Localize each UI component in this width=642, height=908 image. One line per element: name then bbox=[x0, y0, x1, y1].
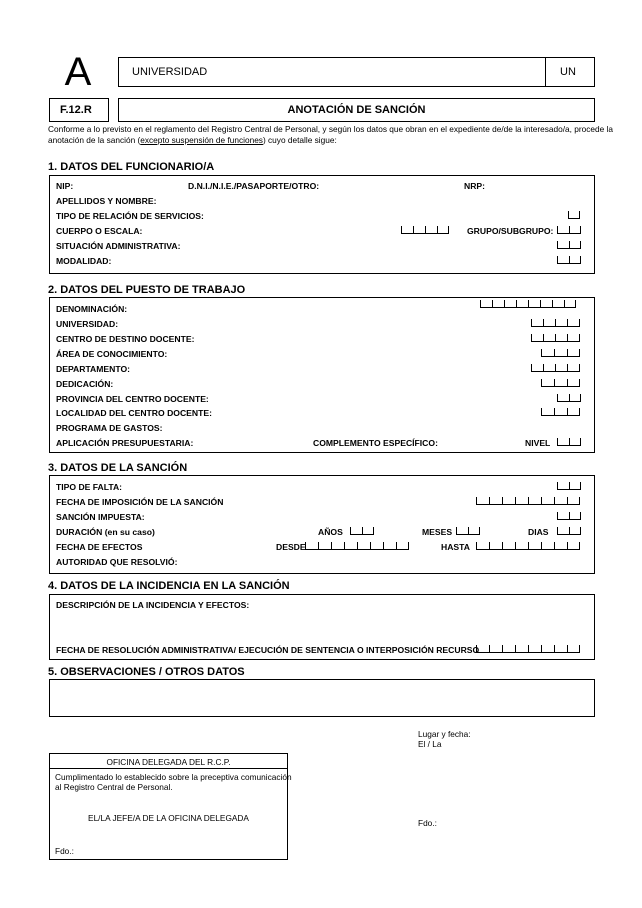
departamento-label: DEPARTAMENTO: bbox=[56, 364, 130, 374]
modalidad-field[interactable] bbox=[557, 256, 581, 264]
hasta-field[interactable] bbox=[476, 542, 580, 550]
anos-label: AÑOS bbox=[318, 527, 343, 537]
section-1-title: 1. DATOS DEL FUNCIONARIO/A bbox=[48, 161, 215, 173]
hasta-label: HASTA bbox=[441, 542, 470, 552]
anos-field[interactable] bbox=[350, 527, 374, 535]
area-label: ÁREA DE CONOCIMIENTO: bbox=[56, 349, 168, 359]
observaciones-box[interactable] bbox=[49, 679, 595, 717]
sancion-field[interactable] bbox=[557, 512, 581, 520]
el-la-label: El / La bbox=[418, 739, 442, 749]
meses-field[interactable] bbox=[456, 527, 480, 535]
autoridad-label: AUTORIDAD QUE RESOLVIÓ: bbox=[56, 557, 178, 567]
nivel-label: NIVEL bbox=[525, 438, 551, 448]
nivel-field[interactable] bbox=[557, 438, 581, 446]
cumplimentado-line-2: al Registro Central de Personal. bbox=[55, 782, 173, 792]
duracion-label: DURACIÓN (en su caso) bbox=[56, 527, 155, 537]
localidad-field[interactable] bbox=[541, 408, 580, 416]
denominacion-label: DENOMINACIÓN: bbox=[56, 304, 128, 314]
oficina-title-divider bbox=[49, 768, 288, 769]
oficina-title: OFICINA DELEGADA DEL R.C.P. bbox=[106, 757, 231, 767]
universidad-field[interactable] bbox=[531, 319, 580, 327]
tipo-relacion-label: TIPO DE RELACIÓN DE SERVICIOS: bbox=[56, 211, 204, 221]
departamento-field[interactable] bbox=[531, 364, 580, 372]
modalidad-label: MODALIDAD: bbox=[56, 256, 112, 266]
fecha-imposicion-label: FECHA DE IMPOSICIÓN DE LA SANCIÓN bbox=[56, 497, 224, 507]
provincia-field[interactable] bbox=[557, 394, 581, 402]
denominacion-field[interactable] bbox=[480, 300, 576, 308]
dias-field[interactable] bbox=[557, 527, 581, 535]
sancion-label: SANCIÓN IMPUESTA: bbox=[56, 512, 145, 522]
grupo-field[interactable] bbox=[557, 226, 581, 234]
fdo-left-label: Fdo.: bbox=[55, 846, 74, 856]
institution-type: UNIVERSIDAD bbox=[132, 66, 208, 78]
form-letter: A bbox=[64, 50, 92, 94]
cuerpo-field[interactable] bbox=[401, 226, 449, 234]
institution-code: UN bbox=[560, 66, 576, 78]
complemento-label: COMPLEMENTO ESPECÍFICO: bbox=[313, 438, 438, 448]
section-3-title: 3. DATOS DE LA SANCIÓN bbox=[48, 462, 188, 474]
dedicacion-label: DEDICACIÓN: bbox=[56, 379, 114, 389]
programa-label: PROGRAMA DE GASTOS: bbox=[56, 423, 163, 433]
meses-label: MESES bbox=[422, 527, 453, 537]
tipo-falta-field[interactable] bbox=[557, 482, 581, 490]
situacion-label: SITUACIÓN ADMINISTRATIVA: bbox=[56, 241, 181, 251]
dni-label: D.N.I./N.I.E./PASAPORTE/OTRO: bbox=[188, 181, 320, 191]
cumplimentado-line-1: Cumplimentado lo establecido sobre la preceptiva comunicación bbox=[55, 772, 292, 782]
section-1-box bbox=[49, 175, 595, 274]
localidad-label: LOCALIDAD DEL CENTRO DOCENTE: bbox=[56, 408, 212, 418]
form-title: ANOTACIÓN DE SANCIÓN bbox=[287, 104, 426, 116]
intro-line-1: Conforme a lo previsto en el reglamento del Registro Central de Personal, y según los datos que obran en el expediente de/de la interesado/a, procede la bbox=[48, 124, 614, 134]
desde-field[interactable] bbox=[305, 542, 409, 550]
section-2-title: 2. DATOS DEL PUESTO DE TRABAJO bbox=[48, 284, 246, 296]
section-4-title: 4. DATOS DE LA INCIDENCIA EN LA SANCIÓN bbox=[48, 580, 290, 592]
cuerpo-label: CUERPO O ESCALA: bbox=[56, 226, 143, 236]
centro-label: CENTRO DE DESTINO DOCENTE: bbox=[56, 334, 195, 344]
centro-field[interactable] bbox=[531, 334, 580, 342]
universidad-label: UNIVERSIDAD: bbox=[56, 319, 119, 329]
nip-label: NIP: bbox=[56, 181, 74, 191]
section-5-title: 5. OBSERVACIONES / OTROS DATOS bbox=[48, 666, 245, 678]
apellidos-label: APELLIDOS Y NOMBRE: bbox=[56, 196, 157, 206]
descripcion-label: DESCRIPCIÓN DE LA INCIDENCIA Y EFECTOS: bbox=[56, 600, 250, 610]
intro-line-2: anotación de la sanción (excepto suspensión de funciones) cuyo detalle sigue: bbox=[48, 135, 337, 145]
jefe-label: EL/LA JEFE/A DE LA OFICINA DELEGADA bbox=[88, 813, 249, 823]
fecha-imposicion-field[interactable] bbox=[476, 497, 580, 505]
situacion-field[interactable] bbox=[557, 241, 581, 249]
tipo-falta-label: TIPO DE FALTA: bbox=[56, 482, 123, 492]
dias-label: DIAS bbox=[528, 527, 549, 537]
dedicacion-field[interactable] bbox=[541, 379, 580, 387]
fecha-resolucion-field[interactable] bbox=[476, 645, 580, 653]
oficina-delegada-box bbox=[49, 753, 288, 860]
provincia-label: PROVINCIA DEL CENTRO DOCENTE: bbox=[56, 394, 209, 404]
fecha-efectos-label: FECHA DE EFECTOS bbox=[56, 542, 143, 552]
lugar-fecha-label: Lugar y fecha: bbox=[418, 729, 471, 739]
area-field[interactable] bbox=[541, 349, 580, 357]
form-code: F.12.R bbox=[60, 104, 92, 116]
desde-label: DESDE bbox=[276, 542, 306, 552]
grupo-label: GRUPO/SUBGRUPO: bbox=[467, 226, 554, 236]
fecha-resolucion-label: FECHA DE RESOLUCIÓN ADMINISTRATIVA/ EJECUCIÓN DE SENTENCIA O INTERPOSICIÓN RECURSO bbox=[56, 645, 480, 655]
fdo-right-label: Fdo.: bbox=[418, 818, 437, 828]
nrp-label: NRP: bbox=[464, 181, 486, 191]
aplicacion-label: APLICACIÓN PRESUPUESTARIA: bbox=[56, 438, 194, 448]
tipo-relacion-field[interactable] bbox=[568, 211, 580, 219]
